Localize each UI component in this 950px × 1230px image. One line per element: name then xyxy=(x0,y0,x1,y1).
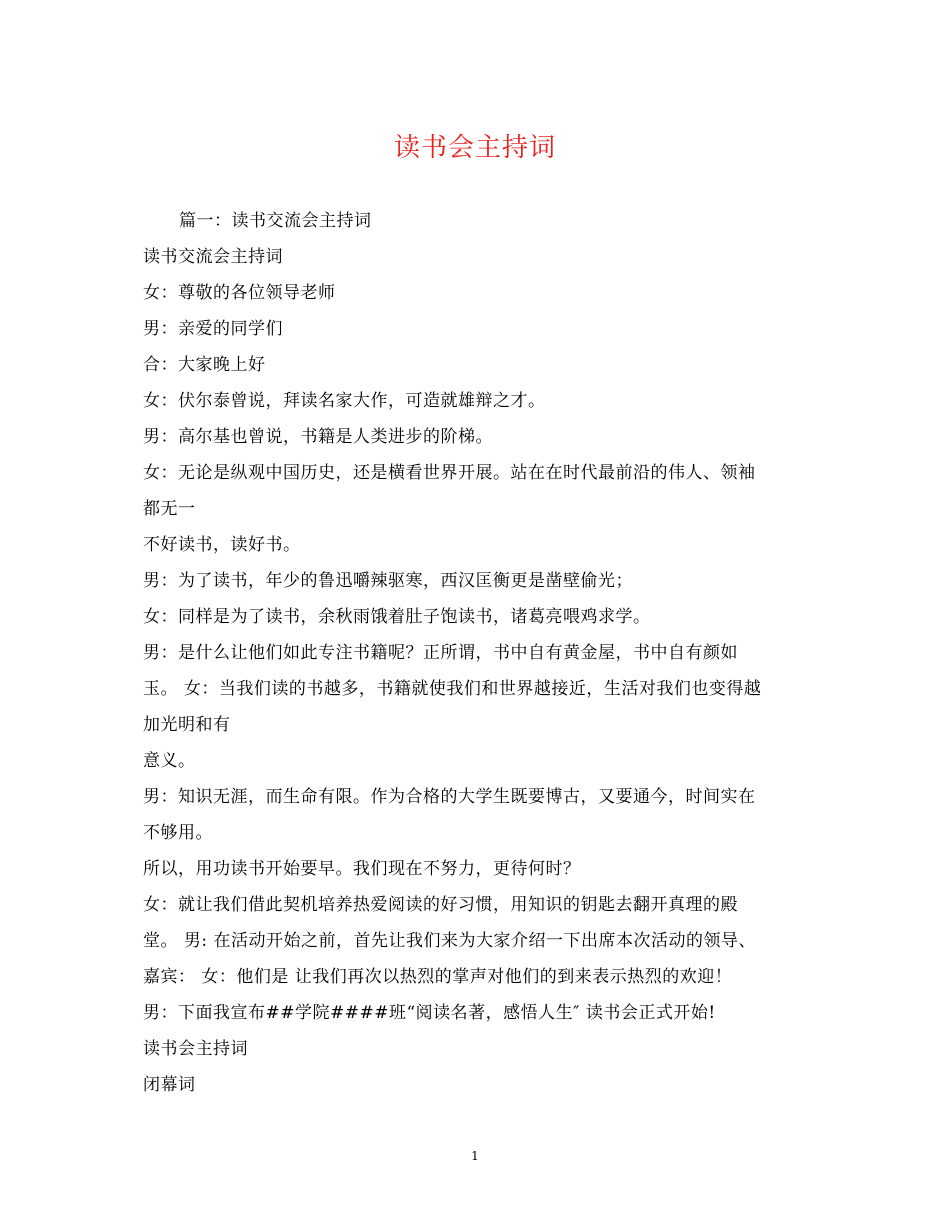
text-line: 闭幕词 xyxy=(143,1075,196,1095)
text-line: 嘉宾： 女：他们是 让我们再次以热烈的掌声对他们的到来表示热烈的欢迎！ xyxy=(143,967,733,987)
text-line: 女：尊敬的各位领导老师 xyxy=(143,283,336,303)
text-line: 男：为了读书，年少的鲁迅嚼辣驱寒，西汉匡衡更是凿壁偷光； xyxy=(143,571,633,591)
text-line: 女：伏尔泰曾说，拜读名家大作，可造就雄辩之才。 xyxy=(143,391,546,411)
text-line: 读书交流会主持词 xyxy=(143,247,283,267)
text-line: 加光明和有 xyxy=(143,715,231,735)
text-line: 男：亲爱的同学们 xyxy=(143,319,283,339)
text-line: 玉。 女：当我们读的书越多，书籍就使我们和世界越接近，生活对我们也变得越 xyxy=(143,679,762,699)
document-body xyxy=(143,203,808,1103)
page-number: 1 xyxy=(471,1149,479,1163)
text-line: 女：同样是为了读书，余秋雨饿着肚子饱读书，诸葛亮喂鸡求学。 xyxy=(143,607,651,627)
text-line: 女：就让我们借此契机培养热爱阅读的好习惯，用知识的钥匙去翻开真理的殿 xyxy=(143,895,738,915)
text-line: 堂。 男: 在活动开始之前，首先让我们来为大家介绍一下出席本次活动的领导、 xyxy=(143,931,757,951)
text-line: 所以，用功读书开始要早。我们现在不努力，更待何时？ xyxy=(143,859,581,879)
text-line: 不好读书，读好书。 xyxy=(143,535,301,555)
document-title: 读书会主持词 xyxy=(393,133,556,163)
text-line: 男：高尔基也曾说，书籍是人类进步的阶梯。 xyxy=(143,427,493,447)
section-heading: 篇一：读书交流会主持词 xyxy=(179,211,372,231)
text-line: 不够用。 xyxy=(143,823,213,843)
text-line: 读书会主持词 xyxy=(143,1039,248,1059)
text-line: 合：大家晚上好 xyxy=(143,355,266,375)
text-line: 都无一 xyxy=(143,499,196,519)
text-line: 女：无论是纵观中国历史，还是横看世界开展。站在在时代最前沿的伟人、领袖 xyxy=(143,463,756,483)
text-line: 男：知识无涯，而生命有限。作为合格的大学生既要博古，又要通今，时间实在 xyxy=(143,787,756,807)
text-line: 男：是什么让他们如此专注书籍呢？正所谓，书中自有黄金屋，书中自有颜如 xyxy=(143,643,738,663)
text-line: 意义。 xyxy=(143,751,196,771)
text-line: 男：下面我宣布##学院####班“阅读名著，感悟人生″ 读书会正式开始! xyxy=(143,1003,716,1023)
